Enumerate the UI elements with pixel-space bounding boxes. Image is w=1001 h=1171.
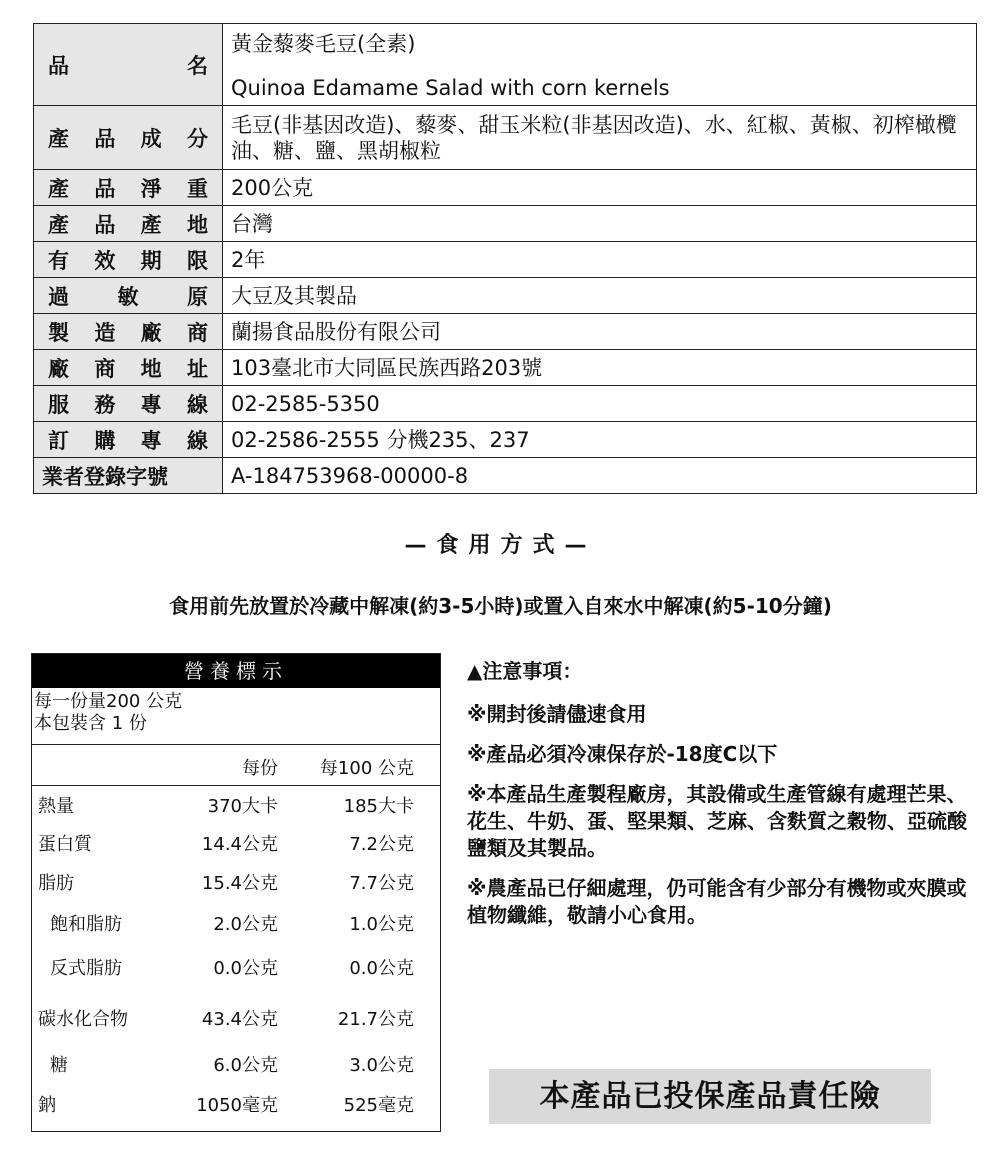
precautions-title: ▲注意事項： bbox=[467, 659, 583, 683]
nutrient-per-100g: 21.7公克 bbox=[337, 1009, 414, 1030]
nutrient-per-100g: 525毫克 bbox=[343, 1095, 414, 1116]
info-value: 台灣 bbox=[223, 206, 977, 242]
nutrient-per-100g: 0.0公克 bbox=[349, 958, 414, 979]
serving-size: 每一份量200 公克 bbox=[34, 691, 183, 712]
ingredients-label: 產品成分 bbox=[34, 106, 223, 170]
insurance-banner: 本產品已投保產品責任險 bbox=[489, 1069, 931, 1124]
col-per-100g: 每100 公克 bbox=[319, 758, 414, 779]
nutrient-per-100g: 1.0公克 bbox=[349, 914, 414, 935]
info-value: 02-2586-2555 分機235、237 bbox=[223, 422, 977, 458]
product-info-table bbox=[33, 23, 977, 494]
nutrient-per-100g: 7.7公克 bbox=[349, 873, 414, 894]
info-row-address bbox=[34, 350, 977, 386]
nutrient-per-serving: 43.4公克 bbox=[201, 1009, 278, 1030]
info-value: 大豆及其製品 bbox=[223, 278, 977, 314]
col-per-serving: 每份 bbox=[242, 758, 278, 779]
nutrition-panel bbox=[31, 653, 441, 1132]
serving-info bbox=[32, 688, 440, 744]
nutrient-per-serving: 15.4公克 bbox=[201, 873, 278, 894]
info-row-allergen bbox=[34, 278, 977, 314]
nutrient-per-serving: 1050毫克 bbox=[196, 1095, 278, 1116]
info-row-origin bbox=[34, 206, 977, 242]
info-row-service-line bbox=[34, 386, 977, 422]
nutrient-per-100g: 7.2公克 bbox=[349, 834, 414, 855]
usage-heading: —食用方式— bbox=[404, 533, 597, 558]
info-row-order-line bbox=[34, 422, 977, 458]
nutrient-per-serving: 2.0公克 bbox=[213, 914, 278, 935]
nutrient-name: 蛋白質 bbox=[38, 834, 92, 855]
info-value: A-184753968-00000-8 bbox=[223, 458, 977, 494]
nutrient-name: 反式脂肪 bbox=[50, 958, 122, 979]
info-label: 過敏原 bbox=[34, 278, 223, 314]
info-value: 2年 bbox=[223, 242, 977, 278]
nutrient-name: 碳水化合物 bbox=[38, 1009, 128, 1030]
product-name-en: Quinoa Edamame Salad with corn kernels bbox=[231, 75, 670, 100]
info-label: 服務專線 bbox=[34, 386, 223, 422]
info-label: 廠商地址 bbox=[34, 350, 223, 386]
nutrition-header-row bbox=[32, 744, 440, 785]
info-row-manufacturer bbox=[34, 314, 977, 350]
precaution-item: ※產品必須冷凍保存於-18度C以下 bbox=[467, 742, 778, 766]
precautions bbox=[467, 658, 967, 942]
nutrition-title: 營養標示 bbox=[32, 654, 440, 688]
product-name-value bbox=[223, 24, 977, 106]
info-value: 蘭揚食品股份有限公司 bbox=[223, 314, 977, 350]
nutrient-per-serving: 370大卡 bbox=[207, 796, 278, 817]
info-label: 有效期限 bbox=[34, 242, 223, 278]
precaution-item: ※農產品已仔細處理，仍可能含有少部分有機物或夾膜或植物纖維，敬請小心食用。 bbox=[467, 876, 967, 927]
nutrient-name: 熱量 bbox=[38, 796, 74, 817]
info-label: 產品產地 bbox=[34, 206, 223, 242]
info-row-net-weight bbox=[34, 170, 977, 206]
nutrient-name: 飽和脂肪 bbox=[50, 914, 122, 935]
info-label: 產品淨重 bbox=[34, 170, 223, 206]
nutrient-per-100g: 3.0公克 bbox=[349, 1055, 414, 1076]
info-row-shelf-life bbox=[34, 242, 977, 278]
nutrient-per-serving: 6.0公克 bbox=[213, 1055, 278, 1076]
ingredients-row bbox=[34, 106, 977, 170]
info-label: 製造廠商 bbox=[34, 314, 223, 350]
info-row-registration bbox=[34, 458, 977, 494]
info-label: 訂購專線 bbox=[34, 422, 223, 458]
usage-instructions: 食用前先放置於冷藏中解凍(約3-5小時)或置入自來水中解凍(約5-10分鐘) bbox=[169, 594, 832, 618]
nutrient-per-serving: 14.4公克 bbox=[201, 834, 278, 855]
servings-per-package: 本包裝含 1 份 bbox=[34, 713, 147, 734]
product-name-label: 品名 bbox=[34, 24, 223, 106]
nutrient-per-100g: 185大卡 bbox=[343, 796, 414, 817]
nutrient-per-serving: 0.0公克 bbox=[213, 958, 278, 979]
nutrition-rows bbox=[32, 785, 440, 1131]
nutrient-name: 鈉 bbox=[38, 1095, 56, 1116]
product-name-row bbox=[34, 24, 977, 106]
product-name-zh: 黃金藜麥毛豆(全素) bbox=[231, 31, 416, 56]
precaution-item: ※開封後請儘速食用 bbox=[467, 702, 647, 726]
info-value: 02-2585-5350 bbox=[223, 386, 977, 422]
nutrient-name: 脂肪 bbox=[38, 873, 74, 894]
info-value: 200公克 bbox=[223, 170, 977, 206]
ingredients-value: 毛豆(非基因改造)、藜麥、甜玉米粒(非基因改造)、水、紅椒、黃椒、初榨橄欖油、糖、鹽、黑胡椒粒 bbox=[223, 106, 977, 170]
precaution-item: ※本產品生產製程廠房，其設備或生產管線有處理芒果、花生、牛奶、蛋、堅果類、芝麻、含麩質之穀物、亞硫酸鹽類及其製品。 bbox=[467, 782, 967, 860]
info-value: 103臺北市大同區民族西路203號 bbox=[223, 350, 977, 386]
info-label: 業者登錄字號 bbox=[34, 458, 223, 494]
nutrient-name: 糖 bbox=[50, 1055, 68, 1076]
